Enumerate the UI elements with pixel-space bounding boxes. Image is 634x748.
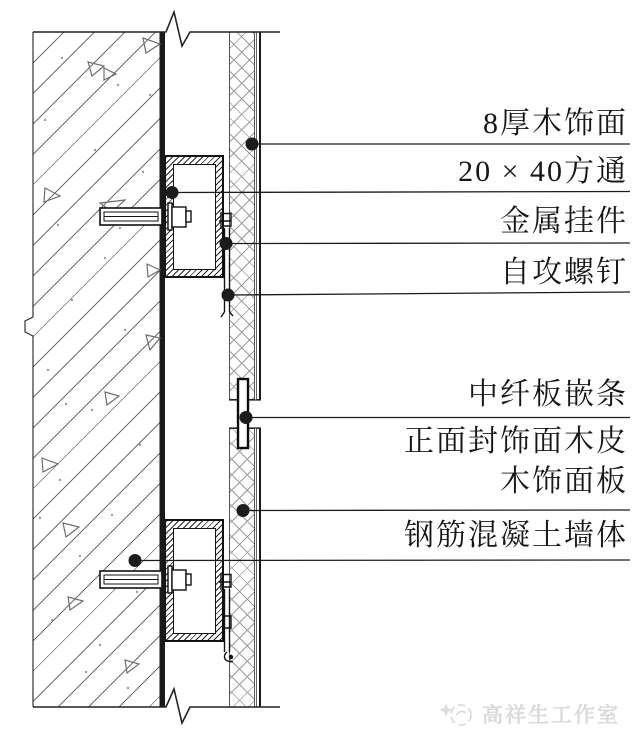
- break-line-top: [33, 12, 280, 46]
- label-front-veneer-line2: 木饰面板: [500, 465, 628, 498]
- label-metal-hanger: 金属挂件: [500, 205, 628, 238]
- expansion-bolt-lower: [100, 566, 191, 593]
- leader-line-concrete-wall: [135, 560, 630, 561]
- leader-dot-metal-hanger: [220, 237, 233, 250]
- label-veneer-face: 8厚木饰面: [483, 107, 628, 140]
- leader-line-front-veneer: [243, 510, 630, 511]
- metal-hanger-lower: [219, 573, 233, 662]
- leader-line-square-tube: [172, 192, 630, 193]
- label-mdf-strip: 中纤板嵌条: [468, 378, 628, 411]
- wall-face-line: [160, 32, 166, 707]
- leader-dot-square-tube: [166, 186, 179, 199]
- metal-hanger-upper: [219, 212, 233, 317]
- break-line-bottom: [33, 689, 280, 723]
- leader-line-metal-hanger: [226, 243, 630, 244]
- watermark: [439, 699, 620, 729]
- label-screw: 自攻螺钉: [500, 256, 628, 289]
- leader-dot-veneer-face: [246, 138, 259, 151]
- leader-dot-concrete-wall: [129, 554, 142, 567]
- expansion-bolt-upper: [100, 203, 191, 230]
- watermark-logo-icon: [439, 699, 475, 729]
- leader-dot-front-veneer: [237, 504, 250, 517]
- leader-dots: [129, 138, 259, 568]
- concrete-speckles: [39, 57, 151, 689]
- label-square-tube: 20 × 40方通: [458, 155, 628, 188]
- wall-left-edge: [25, 32, 33, 707]
- watermark-text: 高祥生工作室: [482, 703, 620, 727]
- label-front-veneer-line1: 正面封饰面木皮: [404, 425, 628, 458]
- leader-line-screw: [228, 292, 630, 295]
- leader-dot-screw: [222, 289, 235, 302]
- leader-dot-mdf-strip: [240, 411, 253, 424]
- label-concrete-wall: 钢筋混凝土墙体: [404, 519, 628, 552]
